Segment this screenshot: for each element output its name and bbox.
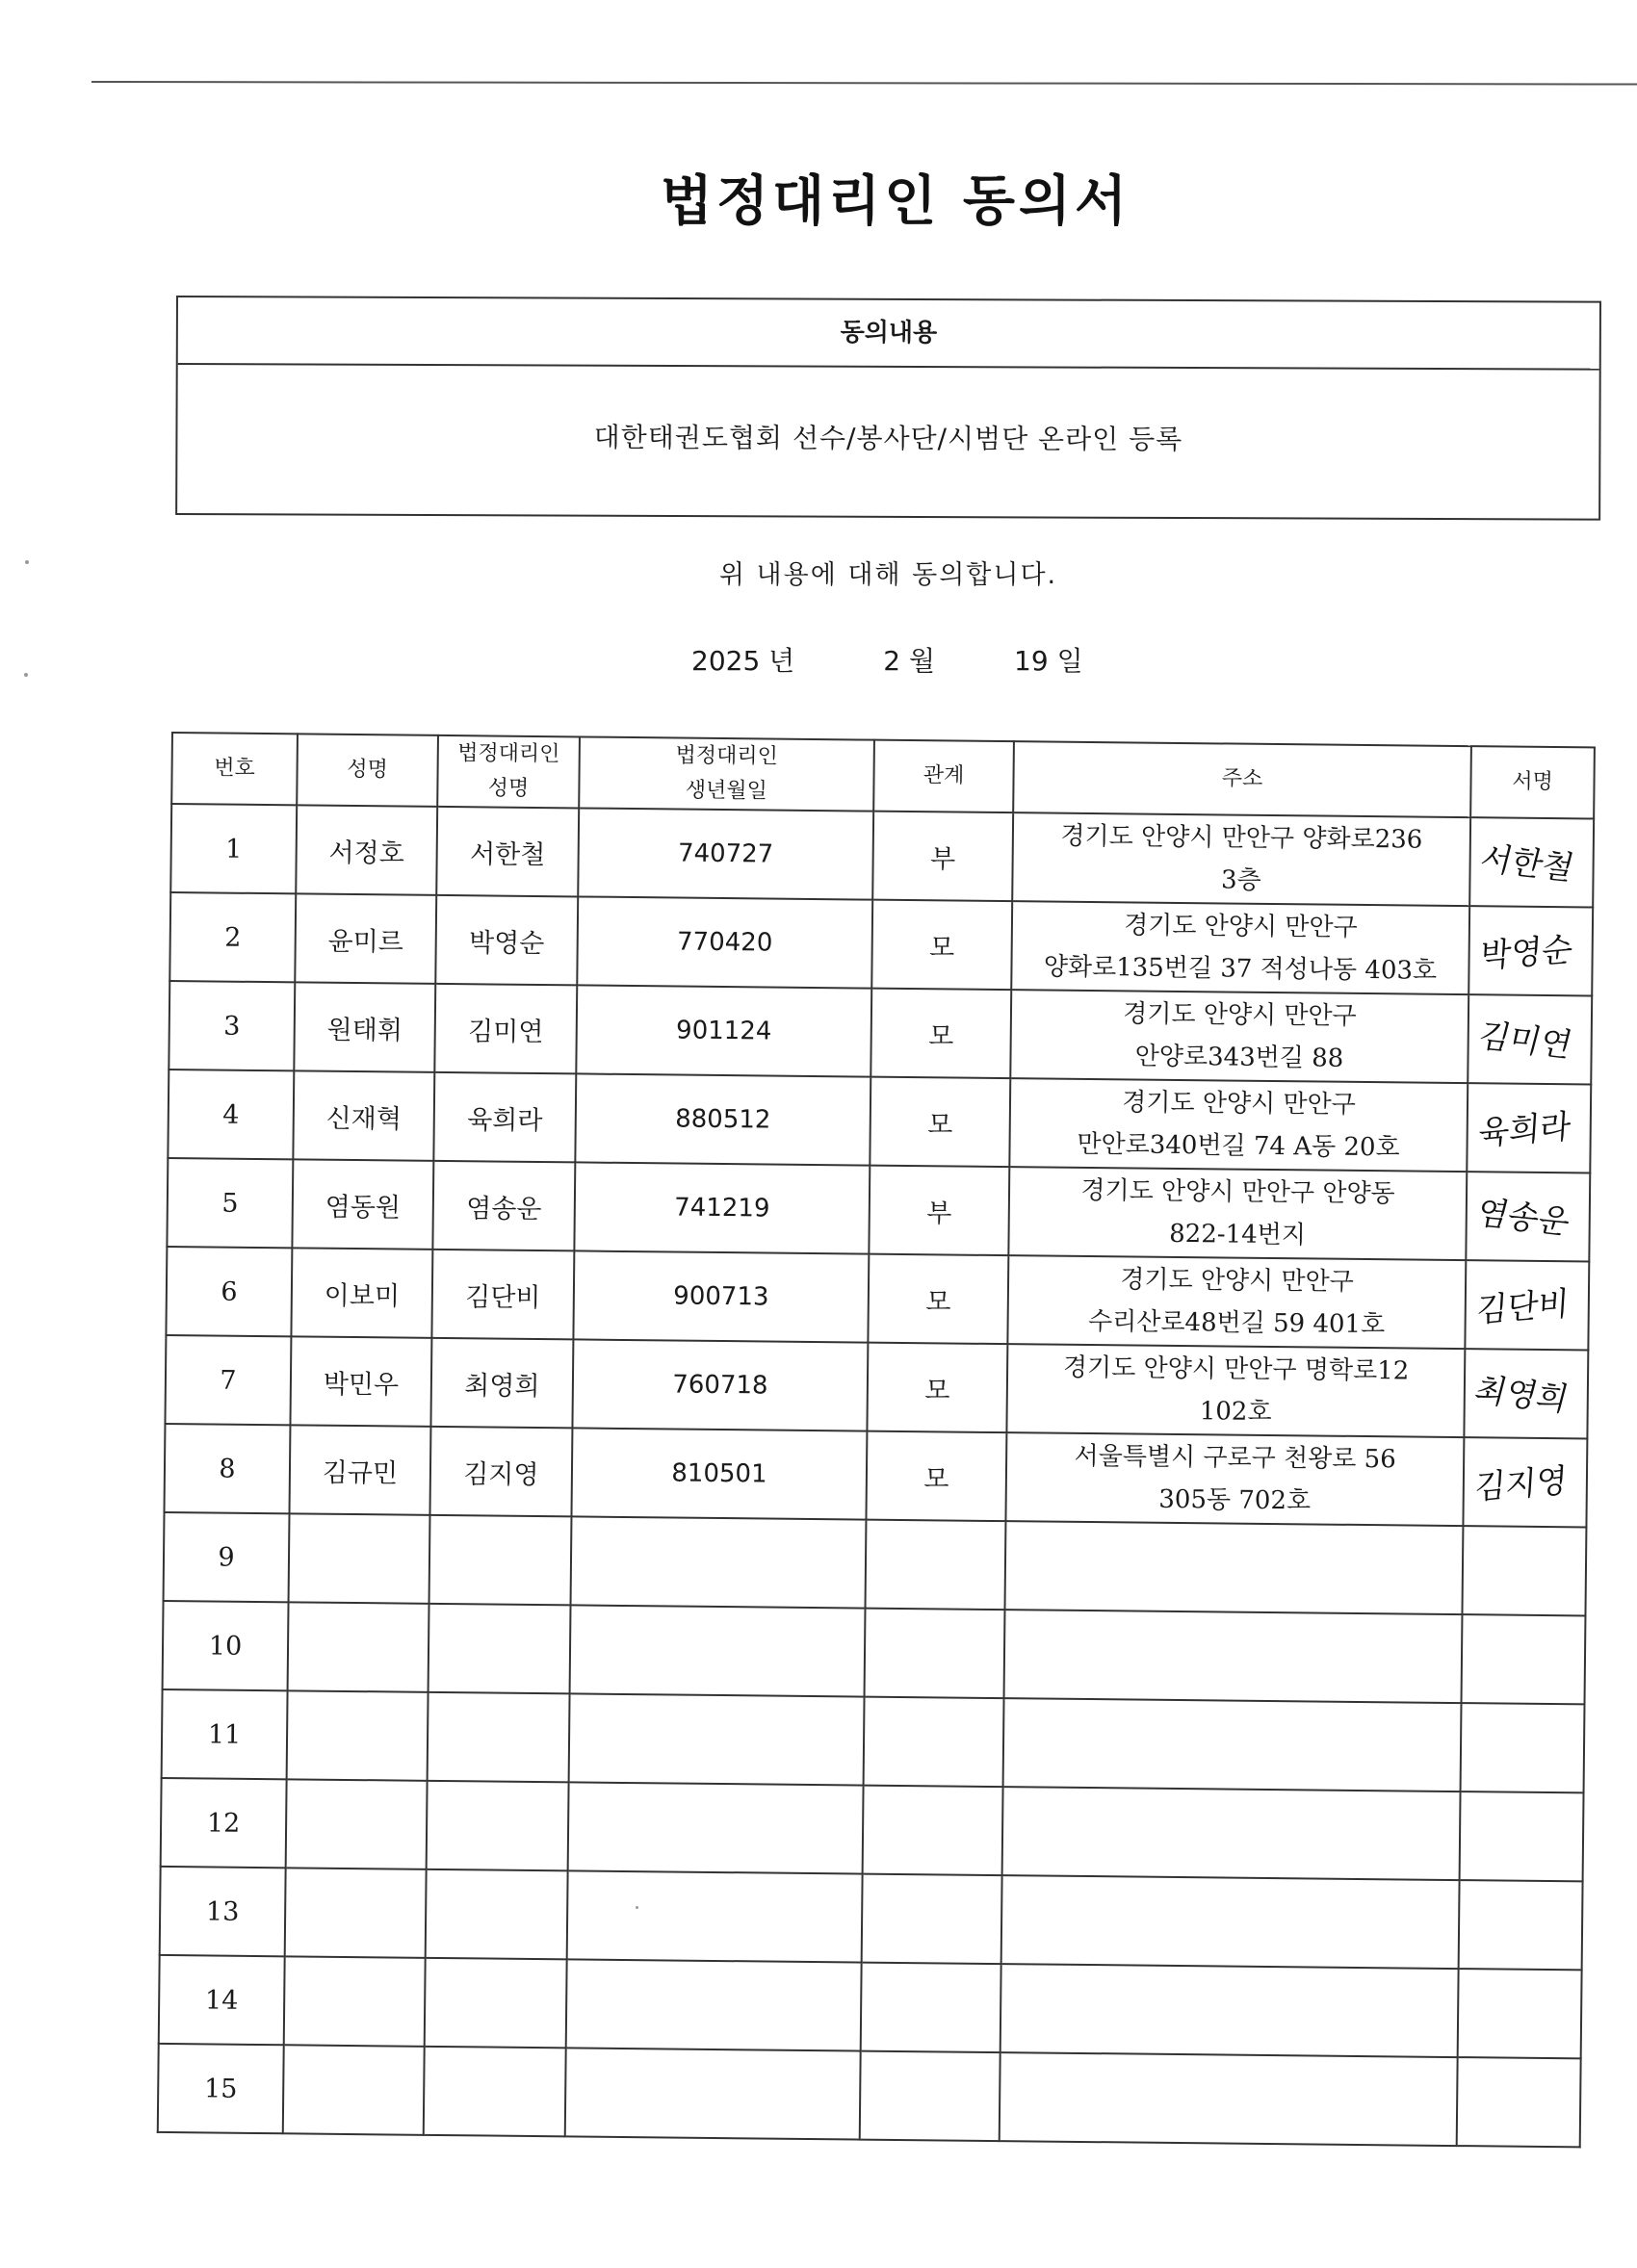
- table-row: [159, 1955, 1582, 2058]
- row-guardian-name: [426, 1869, 568, 1960]
- table-row: [167, 1158, 1590, 1261]
- row-number: 2: [169, 892, 296, 982]
- date-line: [691, 640, 1083, 679]
- row-address: [1001, 1875, 1460, 1969]
- row-guardian-birth: 810501: [571, 1428, 867, 1519]
- row-number: 12: [161, 1778, 287, 1868]
- row-guardian-name: 염송운: [432, 1161, 575, 1251]
- row-relation: 모: [870, 1077, 1010, 1168]
- header-relation: 관계: [873, 740, 1014, 813]
- handwritten-signature: [1471, 1009, 1588, 1070]
- row-guardian-name: 육희라: [433, 1072, 576, 1163]
- row-address: [1011, 901, 1469, 994]
- address-line-1: 경기도 안양시 만안구: [1122, 1088, 1356, 1120]
- row-name: [288, 1602, 429, 1692]
- table-row: [160, 1867, 1583, 1970]
- row-name: 이보미: [291, 1248, 432, 1338]
- row-signature: [1468, 906, 1593, 995]
- address-line-2: 안양로343번길 88: [1134, 1042, 1344, 1073]
- row-number: 13: [160, 1867, 286, 1956]
- row-signature: [1465, 1260, 1589, 1350]
- row-name: 신재혁: [293, 1070, 434, 1161]
- row-address: [1010, 990, 1468, 1083]
- row-relation: [862, 1874, 1002, 1965]
- row-relation: 모: [868, 1254, 1008, 1345]
- header-address: 주소: [1013, 741, 1471, 817]
- row-address: [1002, 1787, 1461, 1880]
- row-relation: 부: [869, 1166, 1009, 1256]
- row-name: [284, 1956, 426, 2047]
- row-guardian-birth: 900713: [573, 1250, 869, 1342]
- row-relation: [865, 1609, 1005, 1699]
- row-guardian-name: [427, 1781, 569, 1871]
- row-guardian-name: 박영순: [435, 895, 578, 986]
- address-line-1: 경기도 안양시 만안구: [1123, 911, 1358, 942]
- row-number: 8: [165, 1424, 291, 1513]
- handwritten-signature: [1470, 1097, 1587, 1158]
- row-relation: 모: [866, 1431, 1006, 1522]
- row-signature: [1463, 1437, 1587, 1527]
- consent-box: [175, 296, 1601, 521]
- row-relation: [860, 2051, 1000, 2142]
- header-no: 번호: [171, 733, 298, 805]
- row-guardian-name: [429, 1604, 571, 1694]
- row-relation: 부: [872, 812, 1013, 902]
- scan-speck: [24, 673, 28, 677]
- row-signature: [1466, 1172, 1590, 1261]
- top-rule: [91, 81, 1637, 86]
- address-line-2: 3층: [1220, 865, 1261, 895]
- address-line-1: 경기도 안양시 만안구 양화로236: [1060, 821, 1423, 855]
- address-line-1: 경기도 안양시 만안구 안양동: [1080, 1175, 1395, 1209]
- date-month-unit: 월: [908, 645, 936, 677]
- signature-text: 김미연: [1474, 1017, 1579, 1066]
- row-guardian-birth: 741219: [574, 1162, 870, 1253]
- row-signature: [1461, 1703, 1585, 1792]
- row-guardian-birth: [567, 1870, 863, 1962]
- row-guardian-birth: [569, 1693, 865, 1785]
- address-line-1: 경기도 안양시 만안구: [1120, 1265, 1355, 1297]
- table-row: [161, 1778, 1584, 1881]
- handwritten-signature: [1469, 1275, 1586, 1335]
- handwritten-signature: [1468, 1363, 1585, 1424]
- row-signature: [1459, 1880, 1583, 1970]
- address-line-2: 822-14번지: [1169, 1219, 1307, 1250]
- table-row: [169, 892, 1593, 995]
- row-number: 9: [164, 1512, 290, 1602]
- row-address: [1000, 2052, 1458, 2146]
- row-relation: 모: [871, 900, 1012, 991]
- handwritten-signature: [1469, 1186, 1586, 1247]
- row-signature: [1464, 1349, 1588, 1438]
- row-number: 14: [159, 1955, 285, 2045]
- row-guardian-birth: 880512: [575, 1073, 870, 1165]
- header-name: 성명: [297, 734, 438, 807]
- signature-text: 박영순: [1479, 930, 1576, 976]
- table-row: [170, 804, 1594, 907]
- signature-text: 최영희: [1470, 1371, 1575, 1420]
- date-day: 19: [1014, 645, 1049, 677]
- row-name: 김규민: [290, 1425, 431, 1515]
- row-name: [285, 1868, 427, 1958]
- row-number: 7: [165, 1335, 291, 1425]
- row-name: [287, 1690, 429, 1781]
- row-number: 10: [163, 1601, 289, 1690]
- row-signature: [1460, 1791, 1584, 1881]
- table-row: [168, 1070, 1591, 1173]
- address-line-1: 서울특별시 구로구 천왕로 56: [1074, 1441, 1396, 1475]
- signature-text: 김지영: [1473, 1461, 1572, 1508]
- row-name: [286, 1779, 428, 1869]
- row-guardian-birth: [568, 1782, 864, 1873]
- row-guardian-name: 최영희: [430, 1338, 573, 1429]
- row-name: [283, 2045, 425, 2135]
- row-number: 6: [166, 1247, 292, 1336]
- header-signature: 서명: [1470, 746, 1595, 818]
- row-number: 5: [167, 1158, 293, 1248]
- address-line-1: 경기도 안양시 만안구: [1123, 999, 1357, 1031]
- signature-text: 염송운: [1472, 1194, 1577, 1243]
- row-signature: [1458, 1969, 1582, 2058]
- row-address: [1006, 1344, 1465, 1437]
- signature-text: 김단비: [1475, 1284, 1572, 1330]
- row-number: 4: [168, 1070, 294, 1159]
- row-relation: [864, 1697, 1004, 1788]
- date-day-unit: 일: [1056, 645, 1083, 677]
- consent-heading: 동의내용: [178, 297, 1599, 371]
- row-name: 윤미르: [295, 893, 436, 984]
- header-guardian-birth: 법정대리인 생년월일: [579, 736, 874, 811]
- row-signature: [1468, 994, 1592, 1084]
- row-guardian-name: 김지영: [429, 1427, 572, 1517]
- date-year: 2025: [691, 645, 761, 677]
- row-address: [1003, 1698, 1462, 1791]
- table-row: [164, 1512, 1587, 1615]
- table-row: [158, 2044, 1581, 2147]
- row-address: [1008, 1167, 1467, 1260]
- signature-text: 서한철: [1476, 839, 1581, 889]
- table-row: [169, 981, 1592, 1084]
- header-guardian-name: 법정대리인 성명: [437, 735, 580, 809]
- row-name: 염동원: [292, 1159, 433, 1250]
- row-guardian-birth: [566, 1959, 862, 2050]
- handwritten-signature: [1472, 920, 1589, 981]
- row-guardian-name: [429, 1515, 572, 1606]
- row-guardian-birth: 760718: [572, 1339, 868, 1430]
- address-line-2: 만안로340번길 74 A동 20호: [1077, 1129, 1400, 1163]
- row-relation: [861, 1963, 1001, 2053]
- row-address: [1004, 1521, 1463, 1614]
- row-signature: [1457, 2057, 1581, 2147]
- guardian-table: [157, 732, 1596, 2148]
- row-guardian-name: [428, 1692, 570, 1783]
- document-title: 법정대리인 동의서: [660, 170, 1131, 233]
- row-address: [1004, 1610, 1463, 1703]
- table-row: [163, 1601, 1586, 1704]
- row-guardian-birth: 770420: [577, 896, 872, 988]
- row-signature: [1467, 1083, 1591, 1173]
- row-address: [1005, 1432, 1464, 1526]
- row-name: [289, 1513, 430, 1604]
- row-guardian-birth: [571, 1516, 867, 1608]
- handwritten-signature: [1473, 832, 1590, 892]
- row-address: [1007, 1255, 1466, 1349]
- row-number: 3: [169, 981, 295, 1070]
- row-guardian-name: 김단비: [431, 1250, 574, 1340]
- row-guardian-name: [424, 2047, 566, 2137]
- signature-text: 육희라: [1477, 1107, 1574, 1153]
- row-relation: [866, 1520, 1006, 1611]
- row-guardian-birth: 740727: [578, 808, 873, 899]
- table-row: [165, 1335, 1588, 1438]
- row-guardian-birth: [565, 2048, 861, 2139]
- row-name: 원태휘: [294, 982, 435, 1072]
- row-number: 11: [162, 1689, 288, 1779]
- row-number: 1: [170, 804, 297, 893]
- row-guardian-birth: 901124: [576, 985, 871, 1076]
- address-line-1: 경기도 안양시 만안구 명학로12: [1062, 1353, 1410, 1386]
- row-relation: 모: [870, 989, 1011, 1079]
- table-row: [166, 1247, 1589, 1350]
- row-signature: [1462, 1614, 1586, 1704]
- date-year-unit: 년: [768, 645, 795, 677]
- row-address: [1009, 1078, 1468, 1172]
- row-guardian-name: 김미연: [434, 984, 577, 1074]
- row-signature: [1462, 1526, 1586, 1615]
- table-row: [165, 1424, 1588, 1527]
- table-row: [162, 1689, 1585, 1792]
- row-signature: [1469, 817, 1594, 907]
- address-line-2: 102호: [1199, 1397, 1272, 1428]
- handwritten-signature: [1468, 1452, 1584, 1512]
- consent-content: 대한태권도협회 선수/봉사단/시범단 온라인 등록: [593, 421, 1183, 456]
- row-number: 15: [158, 2044, 284, 2133]
- address-line-2: 수리산로48번길 59 401호: [1087, 1307, 1386, 1340]
- row-relation: 모: [867, 1343, 1007, 1433]
- row-guardian-name: [425, 1958, 567, 2049]
- row-name: 서정호: [296, 805, 437, 895]
- date-month: 2: [883, 645, 901, 677]
- address-line-2: 305동 702호: [1158, 1484, 1312, 1516]
- row-relation: [863, 1786, 1003, 1876]
- row-address: [1012, 812, 1470, 906]
- address-line-2: 양화로135번길 37 적성나동 403호: [1043, 952, 1438, 986]
- row-guardian-birth: [570, 1605, 866, 1696]
- agreement-statement: 위 내용에 대해 동의합니다.: [718, 560, 1058, 590]
- row-guardian-name: 서한철: [436, 807, 579, 897]
- row-name: 박민우: [290, 1336, 431, 1427]
- row-address: [1000, 1964, 1459, 2057]
